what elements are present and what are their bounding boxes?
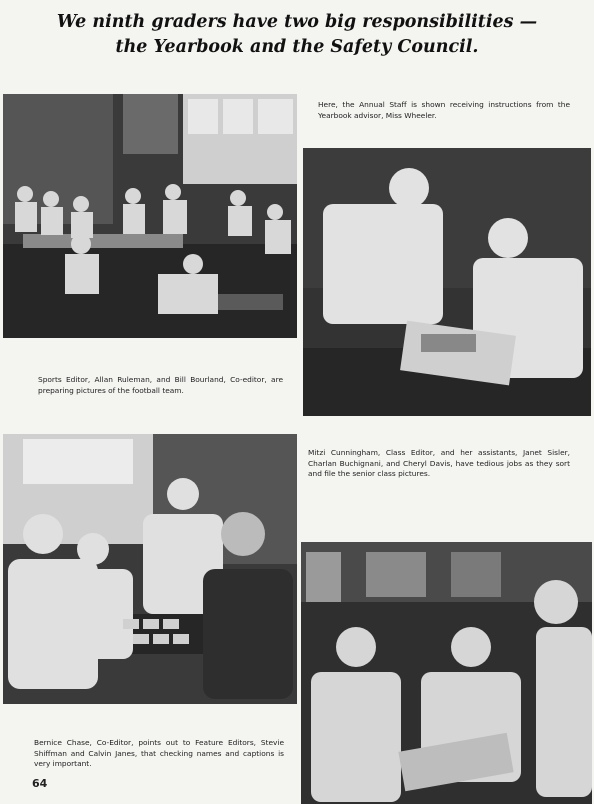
caption-co-editor: Bernice Chase, Co-Editor, points out to Feature Editors, Stevie Shiffman and Calvin Janes, that checking names and captions is very important. [34,738,284,768]
headline-line-1: We ninth graders have two big responsibilities — [56,12,538,32]
caption-annual-staff: Here, the Annual Staff is shown receiving instructions from the Yearbook advisor, Miss Wheeler. [318,100,570,120]
photo-sports-editors [303,148,591,416]
photo-class-editor-assistants [3,434,297,704]
page-headline [40,10,554,60]
headline-line-2: the Yearbook and the Safety Council. [115,37,479,57]
caption-sports-editor: Sports Editor, Allan Ruleman, and Bill Bourland, Co-editor, are preparing pictures of the football team. [38,375,283,395]
page-number: 64 [32,777,48,790]
photo-feature-editors [301,542,592,804]
caption-class-editor: Mitzi Cunningham, Class Editor, and her assistants, Janet Sisler, Charlan Buchignani, and Cheryl Davis, have tedious jobs as they sort and file the senior class pictures. [308,448,570,478]
photo-annual-staff-classroom [3,94,297,338]
